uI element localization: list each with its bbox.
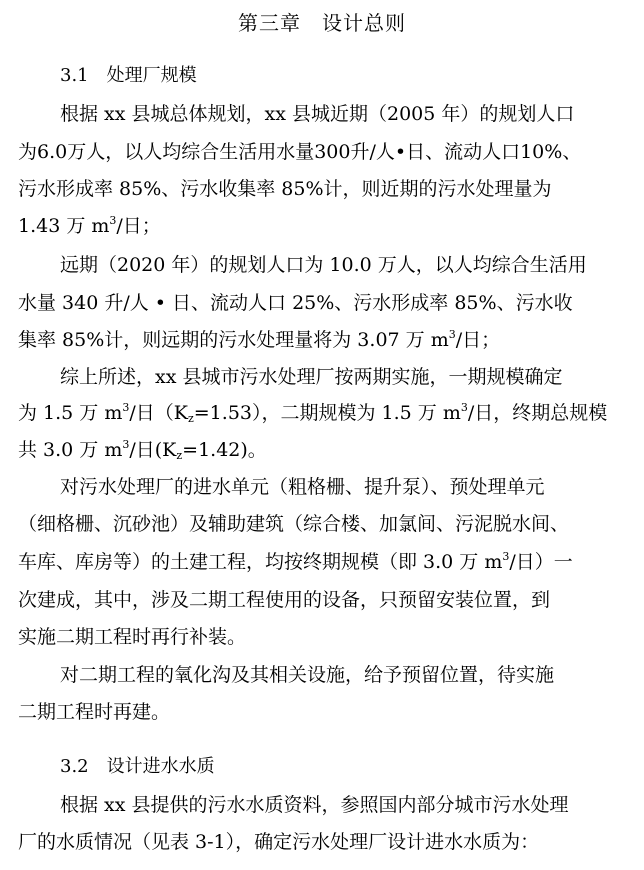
paragraph-line: 厂的水质情况（见表 3-1），确定污水处理厂设计进水水质为：	[18, 831, 540, 853]
paragraph-line: 根据 xx 县提供的污水水质资料，参照国内部分城市污水处理	[60, 794, 569, 816]
paragraph-line: 次建成，其中，涉及二期工程使用的设备，只预留安装位置，到	[18, 589, 551, 611]
chapter-title: 第三章 设计总则	[238, 11, 406, 35]
paragraph-line	[18, 549, 573, 575]
paragraph-line: 对污水处理厂的进水单元（粗格栅、提升泵）、预处理单元	[60, 476, 545, 498]
section-heading-3-2: 3.2 设计进水水质	[60, 756, 215, 777]
paragraph-line: 远期（2020 年）的规划人口为 10.0 万人，以人均综合生活用	[60, 254, 587, 276]
paragraph-line: 二期工程时再建。	[18, 701, 171, 723]
superscript: 3	[502, 550, 510, 563]
text-run: /日）一	[509, 551, 573, 573]
paragraph-line: 综上所述，xx 县城市污水处理厂按两期实施，一期规模确定	[60, 366, 563, 388]
text-run: /日；	[455, 329, 501, 351]
paragraph-line: 根据 xx 县城总体规划，xx 县城近期（2005 年）的规划人口	[60, 103, 575, 125]
paragraph-line: （细格栅、沉砂池）及辅助建筑（综合楼、加氯间、污泥脱水间、	[18, 513, 570, 535]
paragraph-line	[18, 213, 161, 239]
paragraph-line: 实施二期工程时再行补装。	[18, 626, 247, 648]
paragraph-line: 为6.0万人，以人均综合生活用水量300升/人•日、流动人口10%、	[18, 141, 582, 163]
text-run: =1.42)。	[182, 439, 267, 461]
text-run: /日（K	[129, 402, 188, 424]
text-run: 车库、库房等）的土建工程，均按终期规模（即 3.0 万 m	[18, 551, 503, 573]
paragraph-line: 污水形成率 85%、污水收集率 85%计，则近期的污水处理量为	[18, 178, 552, 200]
text-run: 共 3.0 万 m	[18, 439, 123, 461]
text-run: =1.53），二期规模为 1.5 万 m	[193, 402, 461, 424]
text-run: 集率 85%计，则远期的污水处理量将为 3.07 万 m	[18, 329, 449, 351]
paragraph-line: 对二期工程的氧化沟及其相关设施，给予预留位置，待实施	[60, 664, 555, 686]
superscript: 3	[460, 401, 468, 414]
subscript: z	[187, 412, 194, 425]
paragraph-line	[18, 437, 267, 463]
superscript: 3	[109, 214, 117, 227]
paragraph-line: 水量 340 升/人 • 日、流动人口 25%、污水形成率 85%、污水收	[18, 292, 573, 314]
subscript: z	[176, 449, 183, 462]
superscript: 3	[122, 438, 130, 451]
superscript: 3	[122, 401, 130, 414]
superscript: 3	[448, 328, 456, 341]
paragraph-line	[18, 327, 500, 353]
section-heading-3-1: 3.1 处理厂规模	[60, 65, 197, 86]
text-run: 1.43 万 m	[18, 215, 110, 237]
text-run: /日；	[116, 215, 161, 237]
text-run: /日，终期总规模	[467, 402, 608, 424]
text-run: 为 1.5 万 m	[18, 402, 123, 424]
paragraph-line	[18, 400, 607, 426]
text-run: /日(K	[129, 439, 177, 461]
